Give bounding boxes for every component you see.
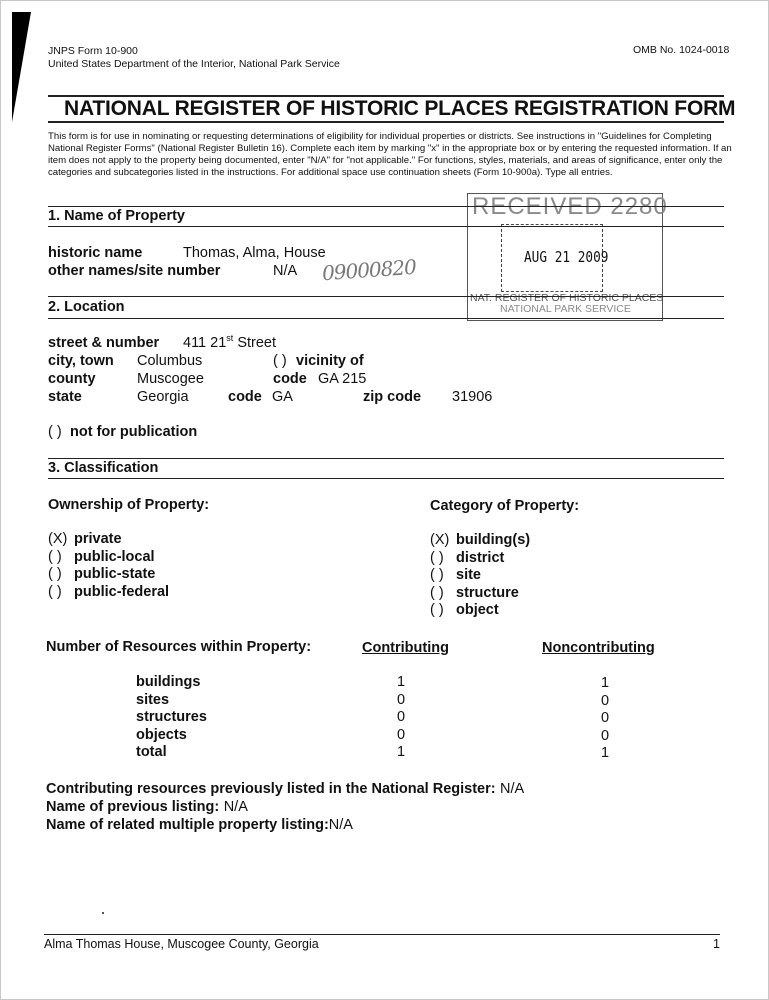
page-number: 1 bbox=[713, 937, 720, 951]
scan-speck bbox=[102, 912, 104, 914]
street-name: Street bbox=[233, 335, 277, 351]
resource-contributing-objects: 0 bbox=[396, 727, 406, 743]
previous-listing-line bbox=[46, 798, 248, 816]
previous-listing-value: N/A bbox=[223, 799, 248, 815]
resource-noncontributing-sites: 0 bbox=[600, 693, 610, 709]
footer-rule bbox=[44, 934, 720, 935]
previously-listed-label: Contributing resources previously listed in the National Register: bbox=[46, 781, 496, 797]
vicinity-checkbox[interactable]: ( ) bbox=[273, 353, 287, 369]
multiple-property-value: N/A bbox=[328, 817, 353, 833]
footer-text: Alma Thomas House, Muscogee County, Georgia bbox=[44, 937, 319, 951]
resource-noncontributing-buildings: 1 bbox=[600, 675, 610, 691]
resource-label-total: total bbox=[136, 744, 167, 760]
street-ordinal: st bbox=[226, 333, 234, 344]
form-number: JNPS Form 10-900 bbox=[48, 45, 138, 57]
resource-noncontributing-total: 1 bbox=[600, 745, 610, 761]
resource-contributing-sites: 0 bbox=[396, 692, 406, 708]
city-label: city, town bbox=[48, 353, 114, 369]
zip-code-value: 31906 bbox=[452, 389, 493, 405]
historic-name-label: historic name bbox=[48, 245, 143, 261]
county-value: Muscogee bbox=[137, 371, 204, 387]
state-code-label: code bbox=[228, 389, 262, 405]
page-title: NATIONAL REGISTER OF HISTORIC PLACES REGISTRATION FORM bbox=[64, 97, 736, 120]
ownership-option-public-state[interactable]: ( ) public-state bbox=[48, 566, 156, 582]
ownership-heading: Ownership of Property: bbox=[48, 497, 210, 513]
category-option-object[interactable]: ( ) object bbox=[430, 602, 499, 618]
ownership-option-public-local[interactable]: ( ) public-local bbox=[48, 548, 155, 565]
zip-code-label: zip code bbox=[363, 389, 422, 405]
section2-rule-bottom bbox=[48, 318, 724, 319]
section2-heading: 2. Location bbox=[48, 299, 125, 315]
contributing-column-header: Contributing bbox=[362, 640, 449, 656]
street-number: 411 21 bbox=[183, 335, 227, 351]
street-label: street & number bbox=[48, 335, 160, 351]
stamp-register-line: NAT. REGISTER OF HISTORIC PLACES bbox=[470, 292, 664, 304]
state-label: state bbox=[48, 389, 82, 405]
section3-rule-top bbox=[48, 458, 724, 459]
not-for-publication-label: not for publication bbox=[70, 424, 198, 440]
historic-name-value: Thomas, Alma, House bbox=[183, 245, 326, 261]
resource-label-objects: objects bbox=[136, 727, 187, 743]
ownership-options bbox=[48, 531, 169, 601]
previously-listed-line bbox=[46, 780, 524, 798]
instructions-text: This form is for use in nominating or requesting determinations of eligibility for individual properties or districts. See instructions in "Guidelines for Completing National Register Forms" (National Register Bulletin 16). Complete each item by marking "x" in the appropriate box or by entering the requested information. If an item does not apply to the property being documented, enter "N/A" for "not applicable." For functions, styles, materials, and areas of significance, enter only the categories and subcategories listed in the instructions. For additional space use continuation sheets (Form 10-900a). Type all entries. bbox=[48, 131, 732, 178]
street-value bbox=[183, 335, 276, 351]
resource-label-sites: sites bbox=[136, 692, 170, 708]
multiple-property-label: Name of related multiple property listing: bbox=[46, 817, 329, 833]
multiple-property-line bbox=[46, 816, 353, 834]
previously-listed-value: N/A bbox=[500, 781, 525, 797]
section1-rule-bottom bbox=[48, 226, 724, 227]
resource-contributing-total: 1 bbox=[396, 744, 406, 760]
agency-name: United States Department of the Interior, National Park Service bbox=[48, 58, 340, 70]
state-value: Georgia bbox=[137, 389, 189, 405]
stamp-received-text: RECEIVED 2280 bbox=[472, 193, 668, 220]
stamp-nps-line: NATIONAL PARK SERVICE bbox=[500, 303, 631, 315]
county-code-label: code bbox=[273, 371, 307, 387]
title-rule-bottom bbox=[48, 121, 724, 123]
category-option-district[interactable]: ( ) district bbox=[430, 549, 505, 566]
county-label: county bbox=[48, 371, 96, 387]
not-for-publication-checkbox[interactable]: ( ) bbox=[48, 424, 62, 440]
omb-number: OMB No. 1024-0018 bbox=[633, 44, 730, 56]
category-options bbox=[430, 532, 530, 620]
ownership-option-public-federal[interactable]: ( ) public-federal bbox=[48, 583, 170, 600]
vicinity-label: vicinity of bbox=[296, 353, 364, 369]
resource-label-buildings: buildings bbox=[136, 674, 201, 690]
section3-rule-bottom bbox=[48, 478, 724, 479]
resource-label-structures: structures bbox=[136, 709, 207, 725]
category-heading: Category of Property: bbox=[430, 498, 580, 514]
resource-contributing-structures: 0 bbox=[396, 709, 406, 725]
category-option-buildings[interactable]: (X) building(s) bbox=[430, 532, 531, 548]
section1-rule-top bbox=[48, 206, 724, 207]
section3-heading: 3. Classification bbox=[48, 460, 159, 476]
category-option-site[interactable]: ( ) site bbox=[430, 567, 481, 583]
section2-rule-top bbox=[48, 296, 724, 297]
state-code-value: GA bbox=[272, 389, 293, 405]
noncontributing-column-header: Noncontributing bbox=[542, 640, 655, 656]
resource-noncontributing-structures: 0 bbox=[600, 710, 610, 726]
other-names-value: N/A bbox=[273, 263, 298, 279]
section1-heading: 1. Name of Property bbox=[48, 208, 185, 224]
resource-contributing-buildings: 1 bbox=[396, 674, 406, 690]
category-option-structure[interactable]: ( ) structure bbox=[430, 584, 519, 601]
handwritten-reference-number: 09000820 bbox=[321, 254, 417, 286]
stamp-date: AUG 21 2009 bbox=[524, 248, 609, 266]
resource-noncontributing-objects: 0 bbox=[600, 728, 610, 744]
other-names-label: other names/site number bbox=[48, 263, 221, 279]
ownership-option-private[interactable]: (X) private bbox=[48, 531, 122, 547]
previous-listing-label: Name of previous listing: bbox=[46, 799, 220, 815]
county-code-value: GA 215 bbox=[318, 371, 367, 387]
city-value: Columbus bbox=[137, 353, 203, 369]
resources-heading: Number of Resources within Property: bbox=[46, 639, 312, 655]
scan-edge-mark bbox=[10, 10, 32, 122]
